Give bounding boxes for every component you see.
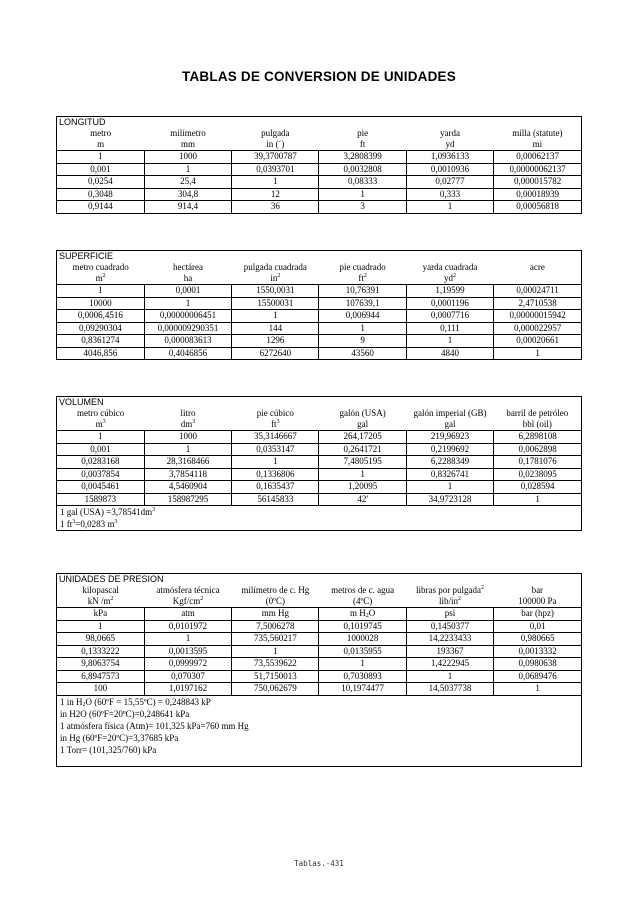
unit-label: $ft^2$	[358, 273, 367, 283]
table-cell: 15500031	[232, 297, 319, 310]
volumen-table	[56, 396, 582, 531]
unit-label: atm	[144, 608, 231, 621]
conversion-note: 1 in $H_2O$ (60ºF = 15,55ºC) = 0,248843 kP	[57, 695, 581, 708]
table-cell: 0,001	[57, 443, 144, 456]
table-cell: 735,560217	[232, 633, 319, 646]
unit-label: $m^3$	[95, 419, 106, 429]
table-cell: 0,02777	[406, 176, 493, 189]
table-row	[57, 633, 581, 646]
conversion-note: 1 Torr= (101,325/760) kPa	[60, 744, 157, 755]
table-cell: 1,0197162	[144, 683, 231, 695]
table-cell: 1000	[144, 431, 231, 444]
unit-label: mm Hg	[232, 608, 319, 621]
table-cell: 4840	[406, 347, 493, 359]
table-cell: 14,2233433	[406, 633, 493, 646]
table-row	[57, 335, 581, 348]
unit-label: m	[97, 139, 105, 149]
table-cell: 3	[319, 201, 406, 213]
table-cell: 56145833	[232, 493, 319, 505]
column-header: pulgada cuadrada	[243, 262, 307, 272]
table-cell: 0,0999972	[144, 658, 231, 671]
table-cell: 0,0001	[144, 285, 231, 298]
table-cell: 264,17205	[319, 431, 406, 444]
table-cell: 3,7854118	[144, 468, 231, 481]
table-body	[57, 285, 581, 360]
table-cell: 1	[319, 188, 406, 201]
column-header: pulgada	[261, 128, 290, 138]
table-cell: 750,062679	[232, 683, 319, 695]
table-cell: 1	[319, 658, 406, 671]
table-row	[57, 310, 581, 323]
table-body	[57, 151, 581, 213]
table-cell: 0,2641721	[319, 443, 406, 456]
column-header: galón (USA)	[339, 408, 386, 418]
table-cell: 1	[144, 633, 231, 646]
unit-label: bbl (oil)	[522, 419, 552, 429]
column-header: atmósfera técnica	[156, 585, 220, 595]
table-cell: 0,00000006451	[144, 310, 231, 323]
table-row	[57, 443, 581, 456]
table-cell: 7,5006278	[232, 620, 319, 633]
column-header: milla (statute)	[512, 128, 563, 138]
table-row	[57, 297, 581, 310]
table-cell: 1	[57, 151, 144, 164]
table-cell: 0,8361274	[57, 335, 144, 348]
table-cell: 10,76391	[319, 285, 406, 298]
table-cell: 1	[57, 431, 144, 444]
table-cell: 0,01	[494, 620, 581, 633]
table-row	[57, 658, 581, 671]
unit-label: kPa	[57, 608, 144, 621]
table-cell: 2,4710538	[494, 297, 581, 310]
table-cell: 0,0032808	[319, 163, 406, 176]
table-cell: 6,2288349	[406, 456, 493, 469]
conversion-note: in H2O (60ºF=20ºC)=0,248641 kPa	[60, 708, 190, 719]
table-cell: 0,0045461	[57, 481, 144, 494]
table-cell: 107639,1	[319, 297, 406, 310]
table-cell: 0,1450377	[406, 620, 493, 633]
unit-label	[494, 273, 581, 285]
conversion-note: in Hg (60ºF=20ºC)=3,37685 kPa	[60, 732, 179, 743]
table-cell: 0,001	[57, 163, 144, 176]
unit-label: 100000 Pa	[518, 596, 557, 606]
table-cell: 0,00000062137	[494, 163, 581, 176]
table-cell: 1	[406, 335, 493, 348]
table-cell: 3,2808399	[319, 151, 406, 164]
table-cell: 0,333	[406, 188, 493, 201]
table-cell: 1	[144, 163, 231, 176]
table-row	[57, 670, 581, 683]
table-cell: 0,09290304	[57, 322, 144, 335]
column-header: metro cúbico	[77, 408, 125, 418]
table-cell: 6272640	[232, 347, 319, 359]
column-header: pie cuadrado	[339, 262, 386, 272]
unit-label: yd	[445, 139, 455, 149]
table-cell: 0,7030893	[319, 670, 406, 683]
table-cell: 0,0013595	[144, 645, 231, 658]
table-cell: 1000	[144, 151, 231, 164]
table-cell: 1	[232, 310, 319, 323]
table-cell: 1,4222945	[406, 658, 493, 671]
table-cell: 1	[57, 620, 144, 633]
table-cell: 7,4805195	[319, 456, 406, 469]
table-cell: 0,00062137	[494, 151, 581, 164]
table-cell: 0,00000015942	[494, 310, 581, 323]
page-title: TABLAS DE CONVERSION DE UNIDADES	[182, 69, 456, 84]
table-cell: 6,2898108	[494, 431, 581, 444]
table-cell: 914,4	[144, 201, 231, 213]
table-cell: 25,4	[144, 176, 231, 189]
column-header: kilopascal	[82, 585, 119, 595]
table-cell: 0,028594	[494, 481, 581, 494]
table-cell: 1	[232, 176, 319, 189]
column-header: milímetro de c. Hg	[241, 585, 310, 595]
table-cell: 1,0936133	[406, 151, 493, 164]
table-cell: 1	[232, 456, 319, 469]
table-cell: 43560	[319, 347, 406, 359]
table-cell: 4046,856	[57, 347, 144, 359]
unit-label: (4ºC)	[353, 596, 373, 606]
column-header: yarda cuadrada	[422, 262, 478, 272]
table-cell: 0,0006,4516	[57, 310, 144, 323]
conversion-note: 1 gal $(USA) =3,78541dm^3$	[57, 505, 581, 518]
page-footer: Tablas.-431	[294, 859, 344, 868]
table-cell: 1	[406, 481, 493, 494]
unit-label: gal	[444, 419, 456, 429]
table-cell: 4,5460904	[144, 481, 231, 494]
unit-label: lib/$in^2$	[438, 596, 461, 606]
table-row	[57, 493, 581, 505]
table-cell: 98,0665	[57, 633, 144, 646]
table-row	[57, 481, 581, 494]
table-cell: 0,070307	[144, 670, 231, 683]
unit-label: kN $/m^2$	[87, 596, 114, 606]
column-header: pie	[357, 128, 369, 138]
column-header: milímetro	[170, 128, 206, 138]
table-cell: 34,9723128	[406, 493, 493, 505]
table-cell: 0,000009290351	[144, 322, 231, 335]
table-cell: 0,0283168	[57, 456, 144, 469]
table-row	[57, 285, 581, 298]
unit-label: mi	[532, 139, 543, 149]
table-cell: 0,4046856	[144, 347, 231, 359]
table-cell: 10000	[57, 297, 144, 310]
table-cell: 0,2199692	[406, 443, 493, 456]
table-cell: 0,0013332	[494, 645, 581, 658]
table-cell: 36	[232, 201, 319, 213]
table-row	[57, 151, 581, 164]
column-header: pie cúbico	[256, 408, 294, 418]
unit-label: ha	[183, 273, 193, 283]
table-cell: 1	[319, 468, 406, 481]
table-cell: 0,9144	[57, 201, 144, 213]
table-row	[57, 468, 581, 481]
table-row	[57, 620, 581, 633]
table-cell: 0,006944	[319, 310, 406, 323]
table-cell: 73,5539622	[232, 658, 319, 671]
unit-label: m $H_2O$	[319, 608, 406, 621]
table-cell: 0,980665	[494, 633, 581, 646]
table-cell: 144	[232, 322, 319, 335]
table-cell: 0,0101972	[144, 620, 231, 633]
table-cell: 0,1635437	[232, 481, 319, 494]
table-row	[57, 645, 581, 658]
table-cell: 9	[319, 335, 406, 348]
longitud-table	[56, 116, 582, 214]
table-cell: 193367	[406, 645, 493, 658]
table-cell: 0,08333	[319, 176, 406, 189]
table-cell: 39,3700787	[232, 151, 319, 164]
table-row	[57, 431, 581, 444]
table-body	[57, 620, 581, 695]
table-cell: 1,19599	[406, 285, 493, 298]
column-header: libras por pulgada$^2$	[415, 585, 484, 595]
column-header: yarda	[439, 128, 460, 138]
unit-label: mm	[180, 139, 195, 149]
table-row	[57, 188, 581, 201]
table-cell: 0,1781076	[494, 456, 581, 469]
unit-label: psi	[406, 608, 493, 621]
table-cell: 0,1019745	[319, 620, 406, 633]
table-cell: 1	[319, 322, 406, 335]
table-cell: 0,0007716	[406, 310, 493, 323]
conversion-note: 1 atmósfera física (Atm)= 101,325 kPa=760 mm Hg	[60, 720, 249, 731]
table-cell: 0,0353147	[232, 443, 319, 456]
table-cell: 1550,0031	[232, 285, 319, 298]
table-row	[57, 683, 581, 695]
table-cell: 1296	[232, 335, 319, 348]
table-cell: 100	[57, 683, 144, 695]
conversion-note: 1 $ft^3=0,0283$ $m^3$	[60, 519, 118, 529]
column-header: bar	[531, 585, 544, 595]
table-cell: 0,00020661	[494, 335, 581, 348]
table-cell: 0,1336806	[232, 468, 319, 481]
table-cell: 1589873	[57, 493, 144, 505]
table-cell: 0,000083613	[144, 335, 231, 348]
table-cell: 0,0980638	[494, 658, 581, 671]
column-header: hectárea	[173, 262, 203, 272]
table-cell: 0,0062898	[494, 443, 581, 456]
table-cell: 219,96923	[406, 431, 493, 444]
column-header: galón imperial (GB)	[413, 408, 487, 418]
table-cell: 0,00056818	[494, 201, 581, 213]
table-cell: 42'	[319, 493, 406, 505]
table-row	[57, 347, 581, 359]
table-cell: 1	[494, 683, 581, 695]
table-cell: 14,5037738	[406, 683, 493, 695]
table-cell: 0,0135955	[319, 645, 406, 658]
column-header: metro cuadrado	[72, 262, 129, 272]
unit-label: bar (hpz)	[494, 608, 581, 621]
table-row	[57, 176, 581, 189]
section-title: LONGITUD	[59, 117, 106, 127]
table-cell: 0,0393701	[232, 163, 319, 176]
table-cell: 1000028	[319, 633, 406, 646]
column-header: barril de petróleo	[506, 408, 569, 418]
unit-label: gal	[357, 419, 369, 429]
table-cell: 0,0010936	[406, 163, 493, 176]
table-row	[57, 201, 581, 213]
unit-label: $in^2$	[270, 273, 281, 283]
table-body	[57, 431, 581, 506]
table-cell: 1	[144, 297, 231, 310]
table-cell: 0,8326741	[406, 468, 493, 481]
table-cell: 0,1333222	[57, 645, 144, 658]
table-cell: 0,0037854	[57, 468, 144, 481]
table-cell: 51,7150013	[232, 670, 319, 683]
table-row	[57, 322, 581, 335]
table-cell: 0,000022957	[494, 322, 581, 335]
table-row	[57, 163, 581, 176]
table-cell: 0,000015782	[494, 176, 581, 189]
table-cell: 0,3048	[57, 188, 144, 201]
unit-label: in (´)	[266, 139, 285, 149]
unit-label: Kgf/$cm^2$	[172, 596, 204, 606]
unit-label: $m^2$	[95, 273, 106, 283]
table-cell: 1	[406, 670, 493, 683]
table-cell: 10,1974477	[319, 683, 406, 695]
table-cell: 1	[144, 443, 231, 456]
unit-label: ft	[359, 139, 366, 149]
presion-table	[56, 573, 582, 767]
section-title: VOLUMEN	[59, 397, 104, 407]
table-cell: 0,0001196	[406, 297, 493, 310]
table-cell: 9,8063754	[57, 658, 144, 671]
superficie-table	[56, 250, 582, 360]
unit-label: $dm^3$	[180, 419, 196, 429]
table-cell: 0,111	[406, 322, 493, 335]
table-cell: 0,00018939	[494, 188, 581, 201]
unit-label: (0ºC)	[265, 596, 285, 606]
column-header: metros de c. agua	[331, 585, 395, 595]
table-cell: 0,0238095	[494, 468, 581, 481]
table-cell: 0,00024711	[494, 285, 581, 298]
table-cell: 1	[494, 347, 581, 359]
unit-label: $yd^2$	[443, 273, 456, 283]
table-cell: 0,0254	[57, 176, 144, 189]
table-cell: 1	[57, 285, 144, 298]
unit-label: $ft^3$	[271, 419, 280, 429]
table-cell: 158987295	[144, 493, 231, 505]
table-cell: 1	[232, 645, 319, 658]
section-title: UNIDADES DE PRESION	[59, 574, 164, 584]
table-cell: 1	[406, 201, 493, 213]
table-cell: 35,3146667	[232, 431, 319, 444]
table-cell: 304,8	[144, 188, 231, 201]
column-header: litro	[180, 408, 196, 418]
table-cell: 12	[232, 188, 319, 201]
table-cell: 28,3168466	[144, 456, 231, 469]
table-row	[57, 456, 581, 469]
table-cell: 0,0689476	[494, 670, 581, 683]
column-header: acre	[529, 262, 545, 272]
table-cell: 1,20095	[319, 481, 406, 494]
table-cell: 1	[494, 493, 581, 505]
section-title: SUPERFICIE	[59, 251, 114, 261]
column-header: metro	[90, 128, 112, 138]
table-cell: 6,8947573	[57, 670, 144, 683]
